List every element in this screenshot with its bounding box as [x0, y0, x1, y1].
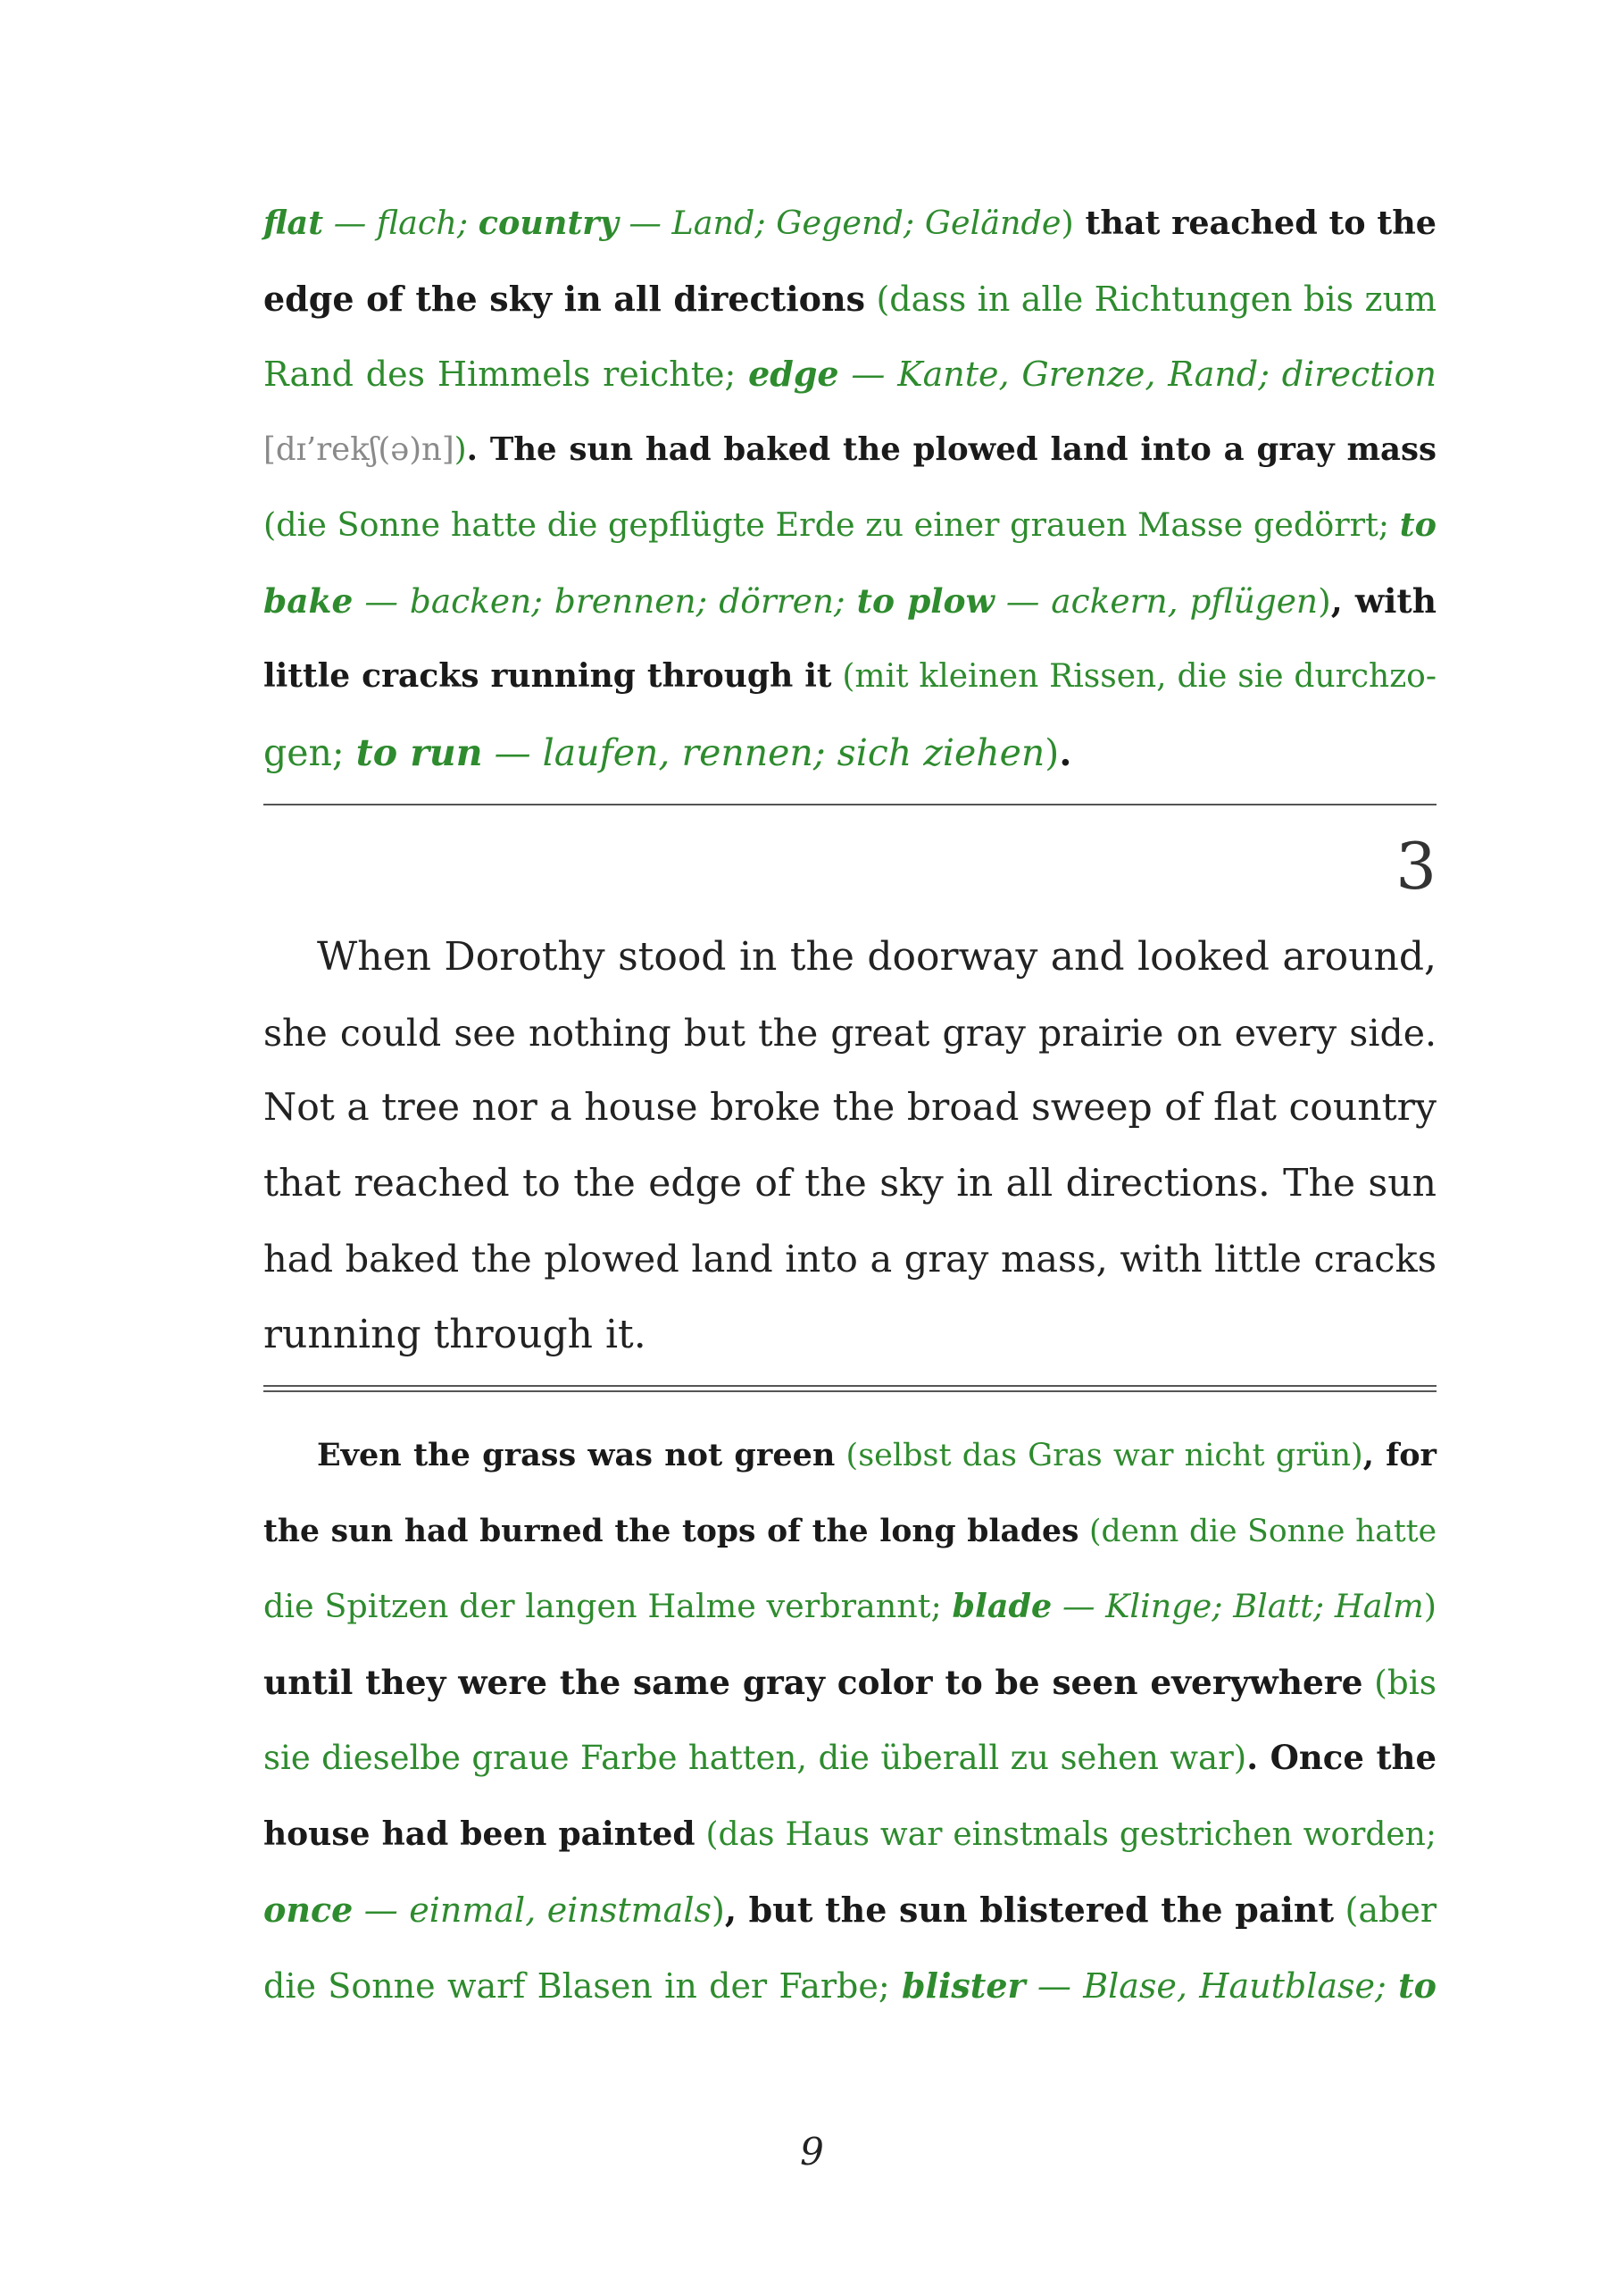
english-phrase: little cracks running through it — [263, 657, 832, 695]
translation: (die Sonne hatte die gepflügte Erde zu einer grauen Masse gedörrt; — [263, 505, 1400, 544]
translation: ) — [1061, 204, 1074, 242]
line — [263, 1720, 1437, 1797]
english-phrase: Even the grass was not green — [317, 1437, 836, 1473]
line — [263, 715, 1437, 791]
line — [263, 488, 1437, 563]
gloss: — Klinge; Blatt; Halm — [1052, 1587, 1424, 1625]
line: When Dorothy stood in the doorway and looked around, — [317, 934, 1437, 980]
keyword: blade — [952, 1587, 1053, 1625]
phonetic-transcription: [dɪ’rekʃ(ə)n] — [263, 430, 454, 468]
gloss: — flach; — [323, 204, 479, 242]
gloss: — backen; brennen; dörren; — [353, 580, 857, 621]
english-phrase: . — [1059, 730, 1072, 774]
translation: die Sonne warf Blasen in der Farbe; — [263, 1965, 902, 2006]
english-phrase: the sun had burned the tops of the long blades — [263, 1513, 1079, 1549]
translation: (mit kleinen Rissen, die sie durchzo- — [831, 658, 1437, 695]
line: had baked the plowed land into a gray mass, with little cracks — [263, 1237, 1437, 1281]
original-paragraph — [263, 920, 1437, 1373]
line — [263, 1873, 1437, 1948]
keyword: country — [478, 204, 619, 242]
double-divider — [263, 1385, 1437, 1392]
translation: (aber — [1334, 1890, 1437, 1930]
keyword: flat — [263, 204, 324, 242]
keyword: edge — [748, 354, 839, 394]
keyword: to run — [355, 730, 483, 774]
line — [263, 1418, 1437, 1494]
keyword: to — [1399, 505, 1437, 544]
translation: sie dieselbe graue Farbe hatten, die überall zu sehen war) — [263, 1739, 1247, 1777]
line — [263, 638, 1437, 715]
translation: (bis — [1362, 1662, 1437, 1702]
line — [263, 1569, 1437, 1645]
annotated-paragraph-2 — [263, 1418, 1437, 2023]
english-phrase: edge of the sky in all directions — [263, 278, 866, 319]
line: that reached to the edge of the sky in all directions. The sun — [263, 1161, 1437, 1206]
translation: (denn die Sonne hatte — [1079, 1513, 1437, 1549]
english-phrase: , but the sun blistered the paint — [724, 1890, 1335, 1930]
line — [263, 1494, 1437, 1570]
gloss: — Land; Gegend; Gelände — [618, 204, 1062, 242]
line — [263, 1645, 1437, 1721]
section-number: 3 — [1395, 829, 1437, 904]
annotated-paragraph-1 — [263, 186, 1437, 790]
translation: (dass in alle Richtungen bis zum — [865, 279, 1437, 319]
translation: ) — [454, 430, 467, 468]
english-phrase: until they were the same gray color to be seen everywhere — [263, 1662, 1363, 1702]
translation: (selbst das Gras war nicht grün) — [835, 1438, 1363, 1473]
english-phrase: . Once the — [1246, 1738, 1437, 1777]
keyword: bake — [263, 580, 354, 621]
translation: gen; — [263, 730, 356, 774]
line — [263, 337, 1437, 413]
line — [263, 1948, 1437, 2024]
line — [263, 1797, 1437, 1873]
line: she could see nothing but the great gray prairie on every side. — [263, 1011, 1437, 1055]
english-phrase: house had been painted — [263, 1815, 695, 1853]
keyword: blister — [901, 1965, 1026, 2006]
translation: ) — [1423, 1587, 1437, 1625]
gloss: — Kante, Grenze, Rand; direction — [838, 355, 1437, 394]
gloss: — Blase, Hautblase; — [1025, 1965, 1399, 2006]
keyword: once — [263, 1890, 354, 1930]
english-phrase: , with — [1330, 580, 1437, 621]
translation: ) — [711, 1890, 725, 1930]
english-phrase: , for — [1362, 1437, 1437, 1473]
english-phrase: . The sun had baked the plowed land into a gray mass — [466, 430, 1437, 468]
translation: Rand des Himmels reichte; — [263, 355, 749, 394]
gloss: — laufen, rennen; sich ziehen — [482, 730, 1045, 774]
line: Not a tree nor a house broke the broad sweep of flat country — [263, 1086, 1437, 1130]
translation: ) — [1045, 730, 1060, 774]
divider — [263, 804, 1437, 805]
keyword: to — [1398, 1965, 1437, 2006]
line — [263, 186, 1437, 262]
line — [263, 262, 1437, 338]
translation: ) — [1318, 580, 1331, 621]
line — [263, 563, 1437, 639]
line: running through it. — [263, 1311, 646, 1357]
translation: (das Haus war einstmals gestrichen worden; — [695, 1815, 1437, 1853]
line — [263, 413, 1437, 488]
english-phrase: that reached to the — [1073, 204, 1437, 242]
translation: die Spitzen der langen Halme verbrannt; — [263, 1587, 953, 1625]
keyword: to plow — [856, 580, 995, 621]
gloss: — ackern, pflügen — [994, 580, 1319, 621]
gloss: — einmal, einstmals — [353, 1890, 712, 1930]
page-number: 9 — [800, 2130, 824, 2174]
